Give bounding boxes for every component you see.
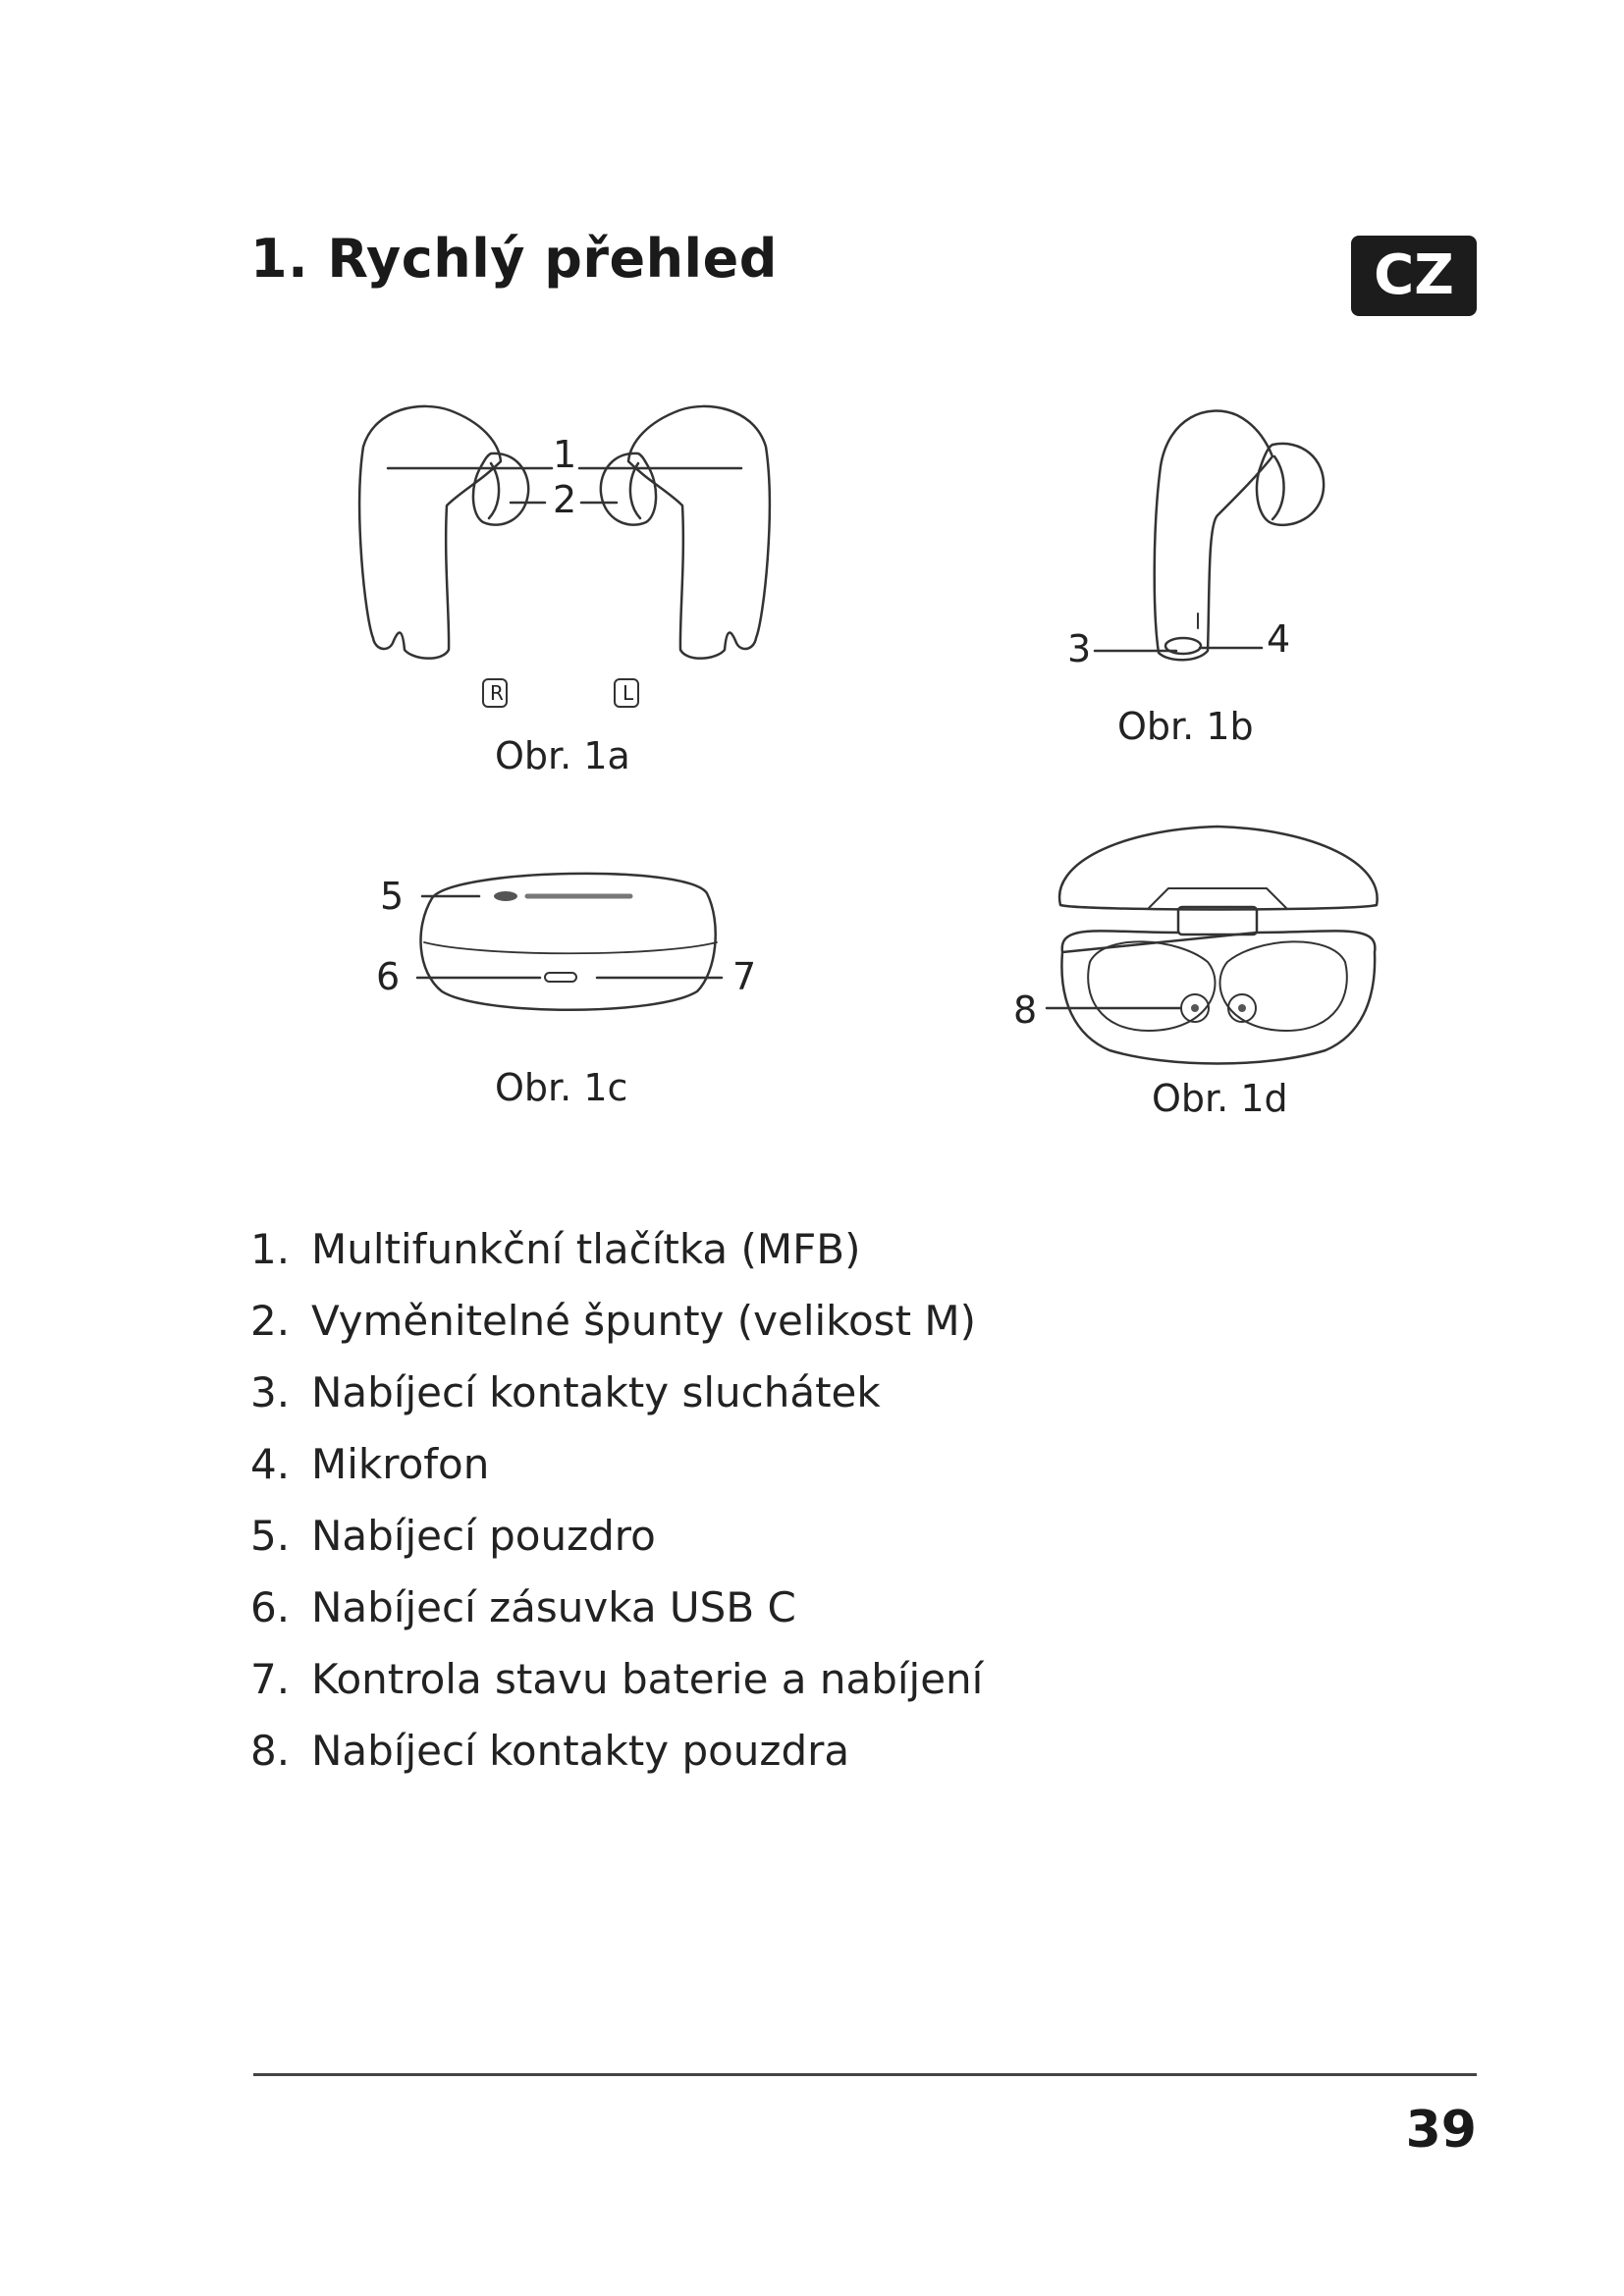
side-mark-r: R: [490, 681, 504, 705]
list-item: 4. Mikrofon: [250, 1440, 490, 1488]
right-eartip-shape: [473, 454, 528, 525]
caption-fig-1b: Obr. 1b: [1117, 705, 1254, 748]
callout-1: 1: [553, 433, 577, 476]
usb-c-port-shape: [545, 973, 576, 982]
figure-1c: [393, 854, 746, 1021]
parts-list: [250, 1225, 983, 1798]
callout-8: 8: [1013, 988, 1038, 1032]
case-logo-icon: [494, 891, 517, 901]
side-mark-l: L: [623, 681, 634, 705]
caption-fig-1d: Obr. 1d: [1152, 1077, 1288, 1120]
single-earbud-illustration: [1080, 398, 1355, 682]
list-item: 1. Multifunkční tlačítka (MFB): [250, 1225, 861, 1273]
case-base-shape: [1061, 931, 1375, 1063]
list-item: 7. Kontrola stavu baterie a nabíjení: [250, 1655, 984, 1703]
callout-2: 2: [553, 478, 577, 521]
callout-7: 7: [732, 955, 757, 998]
left-eartip-shape: [601, 454, 656, 525]
figure-1b: [1080, 398, 1355, 682]
list-item: 6. Nabíjecí zásuvka USB C: [250, 1583, 796, 1631]
callout-6: 6: [376, 955, 401, 998]
page-number: 39: [1405, 2101, 1477, 2160]
caption-fig-1a: Obr. 1a: [495, 734, 630, 777]
caption-fig-1c: Obr. 1c: [495, 1066, 628, 1109]
earbud-eartip-shape: [1257, 444, 1324, 525]
figure-1d: [1041, 815, 1394, 1070]
list-item: 8. Nabíjecí kontakty pouzdra: [250, 1727, 850, 1775]
list-item: 5. Nabíjecí pouzdro: [250, 1512, 656, 1560]
earbud-body-shape: [1155, 411, 1272, 661]
list-item: 2. Vyměnitelné špunty (velikost M): [250, 1297, 977, 1345]
list-item: 3. Nabíjecí kontakty sluchátek: [250, 1368, 881, 1416]
left-earbud-shape: [628, 406, 770, 659]
callout-3: 3: [1067, 627, 1092, 670]
charging-case-closed-illustration: [393, 854, 746, 1021]
language-badge: CZ: [1351, 236, 1477, 316]
right-earbud-shape: [359, 406, 501, 659]
callout-5: 5: [380, 875, 405, 918]
charging-case-open-illustration: [1041, 815, 1394, 1070]
case-hinge-shape: [1178, 907, 1257, 934]
page-title: 1. Rychlý přehled: [250, 228, 778, 290]
callout-4: 4: [1267, 617, 1291, 661]
case-lid-shape: [1059, 827, 1378, 910]
footer-divider: [253, 2073, 1477, 2076]
